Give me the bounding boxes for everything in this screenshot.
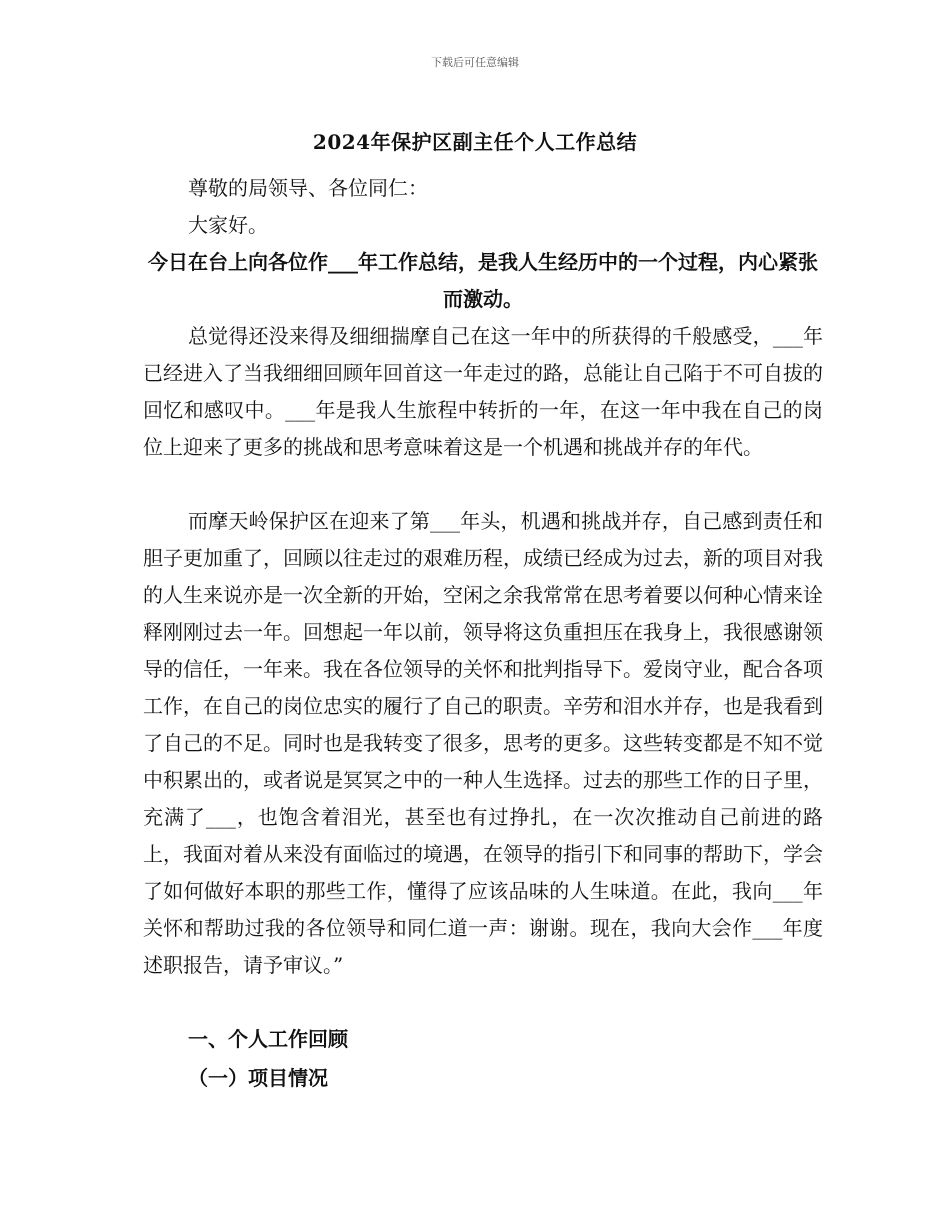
salutation: 尊敬的局领导、各位同仁： [188,176,428,200]
bold-intro-paragraph: 今日在台上向各位作___年工作总结，是我人生经历中的一个过程，内心紧张而激动。 [148,250,818,311]
greeting: 大家好。 [188,213,268,237]
section-heading-1: 一、个人工作回顾 [188,1027,348,1051]
header-note: 下载后可任意编辑 [431,56,519,69]
paragraph-2: 而摩天岭保护区在迎来了第___年头，机遇和挑战并存，自己感到责任和胆子更加重了，回顾以往走过的艰难历程，成绩已经成为过去，新的项目对我的人生来说亦是一次全新的开始，空闲之余我常常在思考着要以何种心情来诠释刚刚过去一年。回想起一年以前，领导将这负重担压在我身上，我很感谢领导的信任，一年来。我在各位领导的关怀和批判指导下。爱岗守业，配合各项工作，在自己的岗位忠实的履行了自己的职责。辛劳和泪水并存，也是我看到了自己的不足。同时也是我转变了很多，思考的更多。这些转变都是不知不觉中积累出的，或者说是冥冥之中的一种人生选择。过去的那些工作的日子里，充满了___，也饱含着泪光，甚至也有过挣扎，在一次次推动自己前进的路上，我面对着从来没有面临过的境遇，在领导的指引下和同事的帮助下，学会了如何做好本职的那些工作，懂得了应该品味的人生味道。在此，我向___年关怀和帮助过我的各位领导和同仁道一声：谢谢。现在，我向大会作___年度述职报告，请予审议。” [143,509,823,977]
paragraph-1: 总觉得还没来得及细细揣摩自己在这一年中的所获得的千般感受，___年已经进入了当我细细回顾年回首这一年走过的路，总能让自己陷于不可自拔的回忆和感叹中。___年是我人生旅程中转折的一年，在这一年中我在自己的岗位上迎来了更多的挑战和思考意味着这是一个机遇和挑战并存的年代。 [143,324,823,459]
subsection-heading-1: （一）项目情况 [188,1066,328,1090]
document-title: 2024年保护区副主任个人工作总结 [312,130,638,154]
